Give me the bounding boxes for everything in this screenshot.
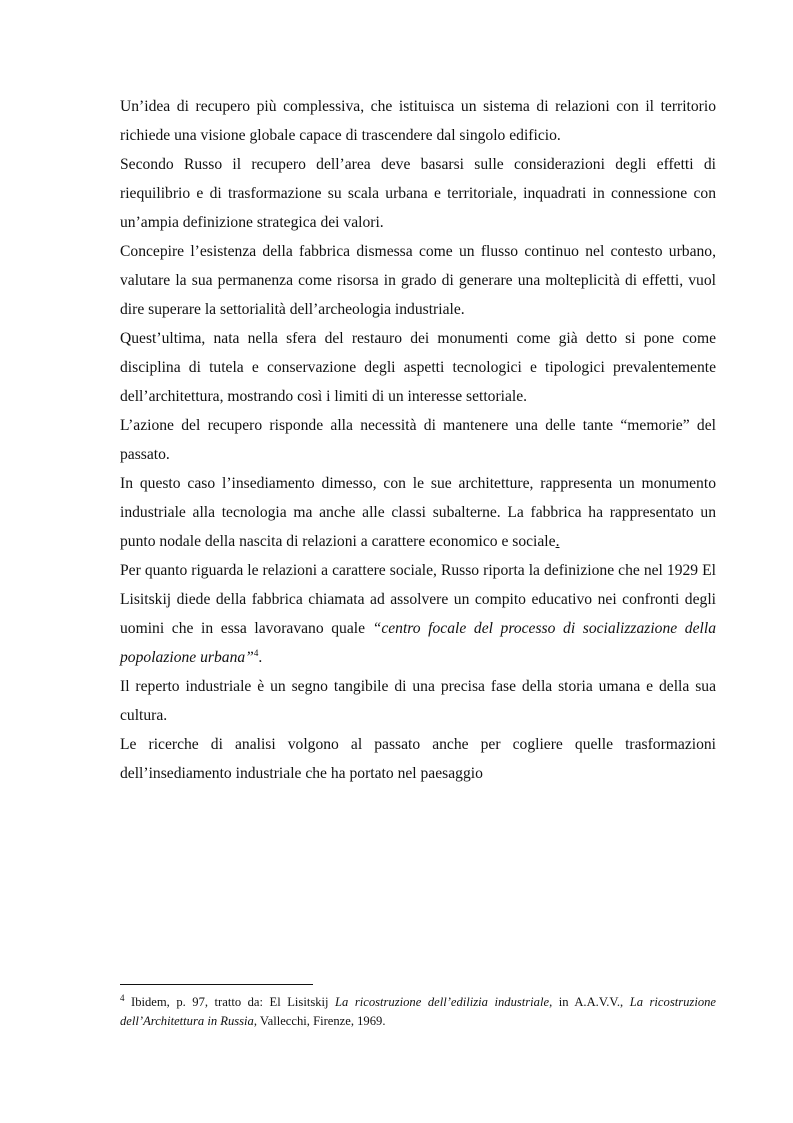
paragraph-7-text: Per quanto riguarda le relazioni a carattere sociale, Russo riporta la definizione che nel 1929 El Lisitskij diede della fabbrica chiamata ad assolvere un compito educativo nei confronti degli uomini che in essa lavoravano quale	[120, 562, 716, 637]
paragraph-6	[120, 469, 716, 556]
footnote-title-2: La ricostruzione dell’Architettura in Russia	[120, 995, 716, 1028]
paragraph-7-end: .	[258, 649, 263, 666]
paragraph-9: Le ricerche di analisi volgono al passato anche per cogliere quelle trasformazioni dell’insediamento industriale che ha portato nel paesaggio	[120, 736, 716, 782]
footnote-title-1: La ricostruzione dell’edilizia industriale	[335, 995, 550, 1009]
footnote	[120, 993, 716, 1031]
footnote-divider	[120, 984, 313, 985]
footnote-middle: , in A.A.V.V.,	[549, 995, 630, 1009]
paragraph-1: Un’idea di recupero più complessiva, che istituisca un sistema di relazioni con il territorio richiede una visione globale capace di trascendere dal singolo edificio.	[120, 98, 716, 144]
paragraph-2: Secondo Russo il recupero dell’area deve basarsi sulle considerazioni degli effetti di riequilibrio e di trasformazione su scala urbana e territoriale, inquadrati in connessione con un’ampia definizione strategica dei valori.	[120, 156, 716, 231]
paragraph-7	[120, 556, 716, 672]
footnote-reference: 4	[253, 647, 259, 658]
paragraph-4: Quest’ultima, nata nella sfera del restauro dei monumenti come già detto si pone come disciplina di tutela e conservazione degli aspetti tecnologici e tipologici prevalentemente dell’architettura, mostrando così i limiti di un interesse settoriale.	[120, 330, 716, 405]
paragraph-5: L’azione del recupero risponde alla necessità di mantenere una delle tante “memorie” del passato.	[120, 417, 716, 463]
footnote-suffix: , Vallecchi, Firenze, 1969.	[253, 1014, 386, 1028]
paragraph-6-text: In questo caso l’insediamento dimesso, con le sue architetture, rappresenta un monumento industriale alla tecnologia ma anche alle classi subalterne. La fabbrica ha rappresentato un punto nodale della nascita di relazioni a carattere economico e sociale	[120, 475, 716, 550]
paragraph-3: Concepire l’esistenza della fabbrica dismessa come un flusso continuo nel contesto urbano, valutare la sua permanenza come risorsa in grado di generare una molteplicità di effetti, vuol dire superare la settorialità dell’archeologia industriale.	[120, 243, 716, 318]
body-text	[120, 92, 716, 788]
lisitskij-quote: “centro focale del processo di socializzazione della popolazione urbana”	[120, 620, 716, 666]
paragraph-6-end: .	[555, 533, 560, 550]
footnote-number: 4	[120, 992, 125, 1003]
footnote-prefix: Ibidem, p. 97, tratto da: El Lisitskij	[124, 995, 336, 1009]
paragraph-8: Il reperto industriale è un segno tangibile di una precisa fase della storia umana e della sua cultura.	[120, 678, 716, 724]
